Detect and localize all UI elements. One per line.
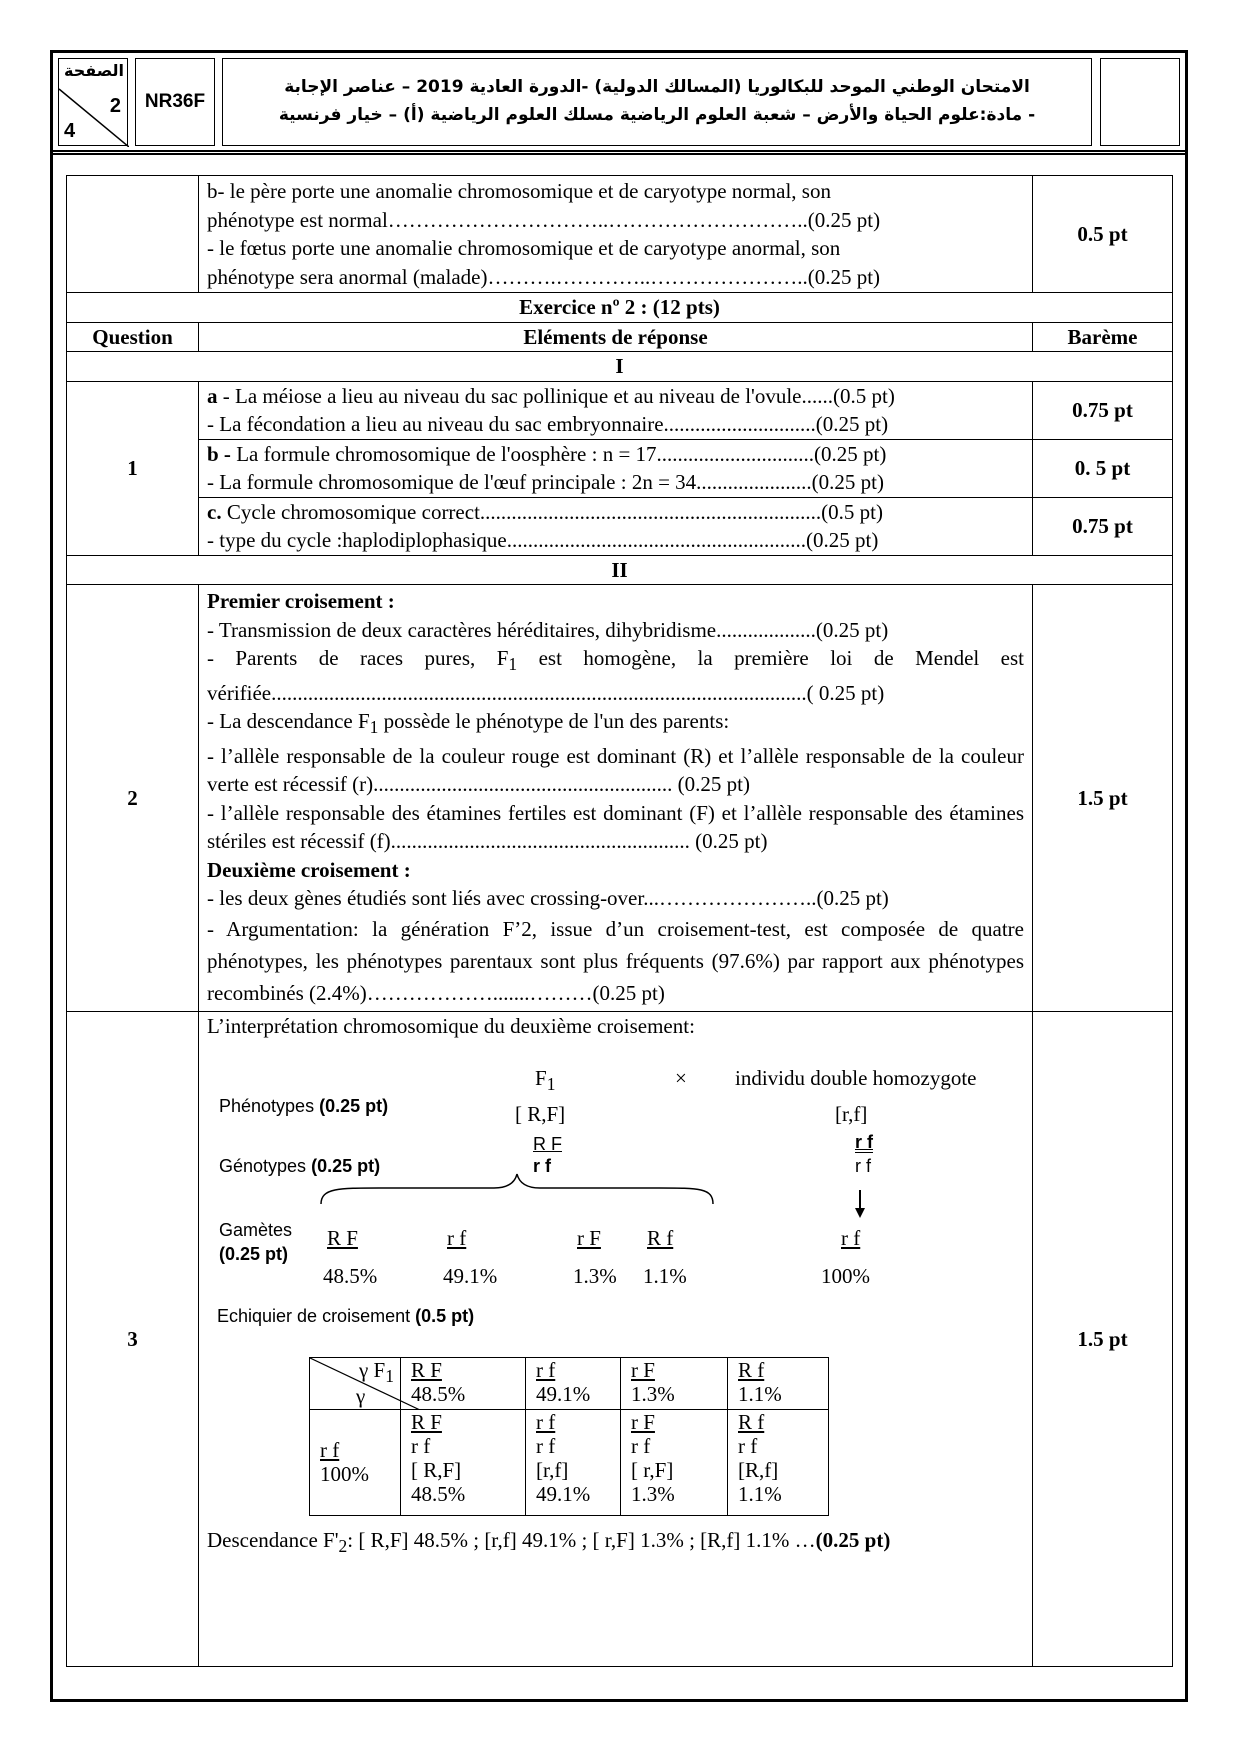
punnett-col-header: [621, 1357, 728, 1409]
exam-code: NR36F: [135, 58, 215, 146]
punnett-cell: [401, 1409, 526, 1515]
cell-phenotype: [R,f]: [738, 1457, 779, 1482]
cell-genotype-top: R F: [411, 1409, 442, 1434]
q2-heading-2: Deuxième croisement :: [207, 857, 411, 882]
q2-line-7: - Argumentation: la génération F’2, issue d’un croisement-test, est composée de quatre phénotypes, les phénotypes parentaux sont plus fréquents (97.6%) par rapport aux phénotypes recombinés (2.4%)……………….......………(0.25 pt): [207, 916, 1024, 1005]
section-row: [67, 352, 1173, 382]
genotypes-label: Génotypes (0.25 pt): [219, 1155, 381, 1176]
f1-label: $F_1$: [535, 1065, 556, 1095]
table-row: [67, 176, 1173, 293]
q1-b-line2: - La formule chromosomique de l'œuf principale : 2n = 34......................(0.25 pt): [207, 470, 884, 494]
grade-box: [1100, 58, 1180, 146]
punnett-cell: [621, 1409, 728, 1515]
punnett-col-header: [526, 1357, 621, 1409]
top-line-4: phénotype sera anormal (malade)……….…………..…………………..(0.25 pt): [207, 264, 881, 289]
arrow-down-icon: [853, 1190, 867, 1220]
section-I: I: [67, 352, 1173, 382]
punnett-cell: [526, 1409, 621, 1515]
punnett-row: [310, 1409, 829, 1515]
genotype-f1-bottom: r f: [533, 1155, 551, 1176]
q2-line-3: - La descendance $F_1$ possède le phénotype de l'un des parents:: [207, 709, 730, 738]
col-gamete: R f: [738, 1357, 765, 1382]
col-question: Question: [67, 322, 199, 352]
q3-intro: L’interprétation chromosomique du deuxième croisement:: [207, 1013, 695, 1038]
q1-a-line2: - La fécondation a lieu au niveau du sac embryonnaire.............................(0.25 pt): [207, 412, 889, 436]
col-gamete-pct: 48.5%: [411, 1381, 466, 1406]
exercise-title-row: [67, 293, 1173, 323]
table-row: [67, 1011, 1173, 1666]
cell-genotype-bottom: r f: [738, 1433, 758, 1458]
gametes-brace: [319, 1172, 719, 1206]
q2-points: 1.5 pt: [1033, 585, 1173, 1012]
echiquier-label: Echiquier de croisement (0.5 pt): [217, 1305, 475, 1326]
page-number-box: [58, 58, 128, 146]
col-gamete: r f: [536, 1357, 556, 1382]
cell-genotype-bottom: r f: [631, 1433, 651, 1458]
cell-pct: 1.1%: [738, 1481, 782, 1506]
gamete-parent-pct: 100%: [821, 1263, 870, 1288]
gamete-f1: r f: [447, 1225, 467, 1250]
q1-a-line1: a - La méiose a lieu au niveau du sac pollinique et au niveau de l'ovule......(0.5 pt): [207, 383, 895, 408]
col-gamete-pct: 49.1%: [536, 1381, 591, 1406]
cell-pct: 48.5%: [411, 1481, 466, 1506]
genotype-f1-top: R F: [533, 1133, 562, 1154]
partner-label: individu double homozygote: [735, 1065, 977, 1090]
punnett-corner: γ $F_1$ γ: [310, 1357, 401, 1409]
q1-c-line2: - type du cycle :haplodiplophasique.........................................................(0.25 pt): [207, 528, 879, 552]
cell-phenotype: [r,f]: [536, 1457, 569, 1482]
punnett-table: [309, 1357, 829, 1516]
cell-genotype-top: r F: [631, 1409, 655, 1434]
gamete-f1-pct: 49.1%: [443, 1263, 498, 1288]
col-gamete-pct: 1.1%: [738, 1381, 782, 1406]
title-line-2: - مادة:علوم الحياة والأرض – شعبة العلوم الرياضية مسلك العلوم الرياضية (أ) – خيار فرنسية: [278, 105, 1036, 125]
gamete-f1-pct: 1.3%: [573, 1263, 617, 1288]
top-line-3: - le fœtus porte une anomalie chromosomique et de caryotype anormal, son: [207, 236, 841, 260]
top-line-1: b- le père porte une anomalie chromosomique et de caryotype normal, son: [207, 179, 831, 203]
phenotypes-label: Phénotypes (0.25 pt): [219, 1095, 389, 1116]
gamete-f1: r F: [577, 1225, 601, 1250]
q2-line-2: - Parents de races pures, $F_1$ est homogène, la première loi de Mendel est vérifiée......................................................................................................( 0.25 pt): [207, 646, 1024, 705]
exercise-title: Exercice nº 2 : (12 pts): [67, 293, 1173, 323]
gamete-f1: R F: [327, 1225, 358, 1250]
header-divider: [50, 150, 1188, 155]
exam-title: [222, 58, 1092, 146]
cross-symbol: ×: [675, 1065, 687, 1090]
punnett-header-row: [310, 1357, 829, 1409]
q1-c-points: 0.75 pt: [1033, 497, 1173, 555]
punnett-row-header: r f 100%: [310, 1409, 401, 1515]
descendance-line: Descendance $F'_2$: [ R,F] 48.5% ; [r,f] 49.1% ; [ r,F] 1.3% ; [R,f] 1.1% …(0.25 pt): [207, 1527, 891, 1557]
crossing-diagram: [199, 1012, 1032, 1562]
title-line-1: الامتحان الوطني الموحد للبكالوريا (المسالك الدولية) -الدورة العادية 2019 – عناصر الإجابة: [284, 77, 1030, 97]
cell-phenotype: [ R,F]: [411, 1457, 462, 1482]
col-gamete-pct: 1.3%: [631, 1381, 675, 1406]
q1-c-line1: c. Cycle chromosomique correct.................................................................(0.5 pt): [207, 499, 883, 524]
question-number: 3: [67, 1011, 199, 1666]
q2-heading-1: Premier croisement :: [207, 589, 395, 613]
q1-b-points: 0. 5 pt: [1033, 439, 1173, 497]
top-points: 0.5 pt: [1033, 176, 1173, 293]
q2-line-1: - Transmission de deux caractères héréditaires, dihybridisme...................(0.25 pt): [207, 617, 889, 642]
table-row: [67, 381, 1173, 439]
col-elements: Eléments de réponse: [199, 322, 1033, 352]
q3-points: 1.5 pt: [1033, 1011, 1173, 1666]
cell-pct: 1.3%: [631, 1481, 675, 1506]
question-number: 1: [67, 381, 199, 555]
cell-genotype-top: r f: [536, 1409, 556, 1434]
cell-genotype-top: R f: [738, 1409, 765, 1434]
table-row: [67, 585, 1173, 1012]
q2-line-5: - l’allèle responsable des étamines fertiles est dominant (F) et l’allèle responsable des étamines stériles est récessif (f)......................................................... (0.25 pt): [207, 800, 1024, 854]
q1-b-line1: b - La formule chromosomique de l'oosphère : n = 17..............................(0.25 pt): [207, 441, 887, 466]
gamete-f1-pct: 48.5%: [323, 1263, 378, 1288]
col-gamete: r F: [631, 1357, 655, 1382]
top-line-2: phénotype est normal…………………………..………………………..(0.25 pt): [207, 207, 881, 232]
gametes-label: Gamètes (0.25 pt): [219, 1219, 293, 1264]
page-total: 4: [64, 120, 76, 142]
q1-a-points: 0.75 pt: [1033, 381, 1173, 439]
genotype-parent-top: r f: [855, 1131, 873, 1152]
table-row: [67, 497, 1173, 555]
phenotype-f1: [ R,F]: [515, 1101, 566, 1126]
genotype-parent-bottom: r f: [855, 1155, 871, 1176]
col-bareme: Barème: [1033, 322, 1173, 352]
cell-genotype-bottom: r f: [411, 1433, 431, 1458]
q2-line-4: - l’allèle responsable de la couleur rouge est dominant (R) et l’allèle responsable de la couleur verte est récessif (r)......................................................... (0.25 pt): [207, 743, 1024, 797]
punnett-col-header: [728, 1357, 829, 1409]
answer-table: [66, 175, 1173, 1667]
page-number: 2: [109, 95, 121, 117]
section-II: II: [67, 555, 1173, 585]
section-row: [67, 555, 1173, 585]
cell-pct: 49.1%: [536, 1481, 591, 1506]
cell-phenotype: [ r,F]: [631, 1457, 674, 1482]
table-row: [67, 439, 1173, 497]
gamete-f1-pct: 1.1%: [643, 1263, 687, 1288]
phenotype-parent: [r,f]: [835, 1101, 868, 1126]
q2-line-6: - les deux gènes étudiés sont liés avec crossing-over...…………………..(0.25 pt): [207, 886, 889, 911]
question-number: 2: [67, 585, 199, 1012]
gamete-parent: r f: [841, 1225, 861, 1250]
col-gamete: R F: [411, 1357, 442, 1382]
punnett-cell: [728, 1409, 829, 1515]
cell-genotype-bottom: r f: [536, 1433, 556, 1458]
page-label: الصفحة: [63, 61, 124, 80]
column-header-row: [67, 322, 1173, 352]
gamete-f1: R f: [647, 1225, 674, 1250]
